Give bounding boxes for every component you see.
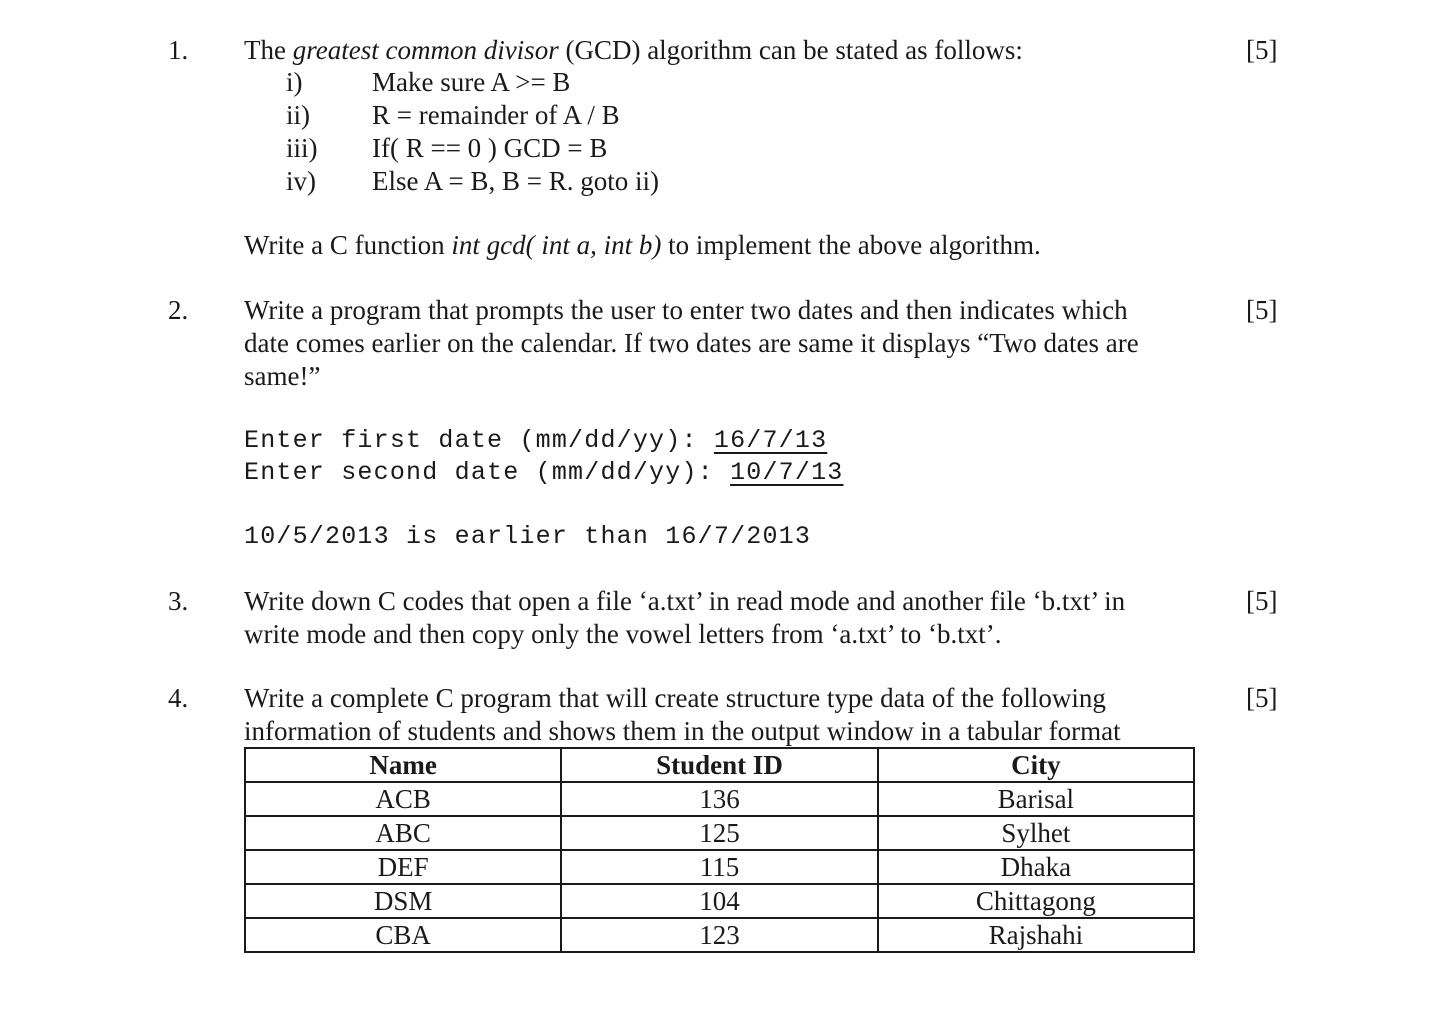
step-1-number: i) [286, 67, 303, 97]
cell-student-id: 123 [561, 918, 877, 952]
table-header-row [245, 748, 1194, 782]
student-table [244, 747, 1195, 953]
sample-prompt-2 [244, 456, 844, 489]
step-4-number: iv) [286, 166, 316, 196]
sample-prompt-1 [244, 424, 827, 457]
step-2-number: ii) [286, 100, 310, 130]
table-row [245, 782, 1194, 816]
question-3-line-2: write mode and then copy only the vowel letters from ‘a.txt’ to ‘b.txt’. [244, 619, 1002, 649]
sample-result: 10/5/2013 is earlier than 16/7/2013 [244, 522, 812, 551]
cell-name: ABC [245, 816, 561, 850]
cell-city: Chittagong [878, 884, 1194, 918]
question-1-intro [244, 34, 1023, 67]
question-2-line-2: date comes earlier on the calendar. If two dates are same it displays “Two dates are [244, 328, 1139, 358]
question-2-number: 2. [168, 295, 189, 325]
step-4-text: Else A = B, B = R. goto ii) [372, 166, 659, 196]
cell-name: DSM [245, 884, 561, 918]
header-name: Name [245, 748, 561, 782]
table-row [245, 816, 1194, 850]
cell-name: ACB [245, 782, 561, 816]
step-2-text: R = remainder of A / B [372, 100, 620, 130]
question-1-task-em: int gcd( int a, int b) [451, 230, 662, 260]
question-4-line-2: information of students and shows them in the output window in a tabular format [244, 716, 1121, 746]
cell-name: CBA [245, 918, 561, 952]
question-2-line-3: same!” [244, 361, 321, 391]
table-row [245, 918, 1194, 952]
sample-prompt-1-value: 16/7/13 [713, 426, 828, 455]
question-1-number: 1. [168, 35, 189, 65]
sample-prompt-1-label: Enter first date (mm/dd/yy): [244, 426, 698, 455]
cell-student-id: 136 [561, 782, 877, 816]
question-2-marks: [5] [1246, 295, 1278, 325]
cell-student-id: 125 [561, 816, 877, 850]
header-city: City [878, 748, 1194, 782]
cell-city: Barisal [878, 782, 1194, 816]
header-student-id: Student ID [561, 748, 877, 782]
question-3-marks: [5] [1246, 586, 1278, 616]
question-2-line-1: Write a program that prompts the user to enter two dates and then indicates which [244, 295, 1128, 325]
table-row [245, 884, 1194, 918]
table-row [245, 850, 1194, 884]
step-3-number: iii) [286, 133, 318, 163]
question-4-marks: [5] [1246, 683, 1278, 713]
question-4-line-1: Write a complete C program that will create structure type data of the following [244, 683, 1106, 713]
step-3-text: If( R == 0 ) GCD = B [372, 133, 608, 163]
cell-city: Rajshahi [878, 918, 1194, 952]
sample-prompt-2-label: Enter second date (mm/dd/yy): [244, 458, 714, 487]
question-1-task [244, 229, 1041, 262]
question-1-intro-em: greatest common divisor [292, 35, 559, 65]
question-1-intro-post: (GCD) algorithm can be stated as follows: [558, 35, 1023, 65]
question-3-number: 3. [168, 586, 189, 616]
question-1-task-pre: Write a C function [244, 230, 452, 260]
sample-prompt-2-value: 10/7/13 [730, 458, 844, 487]
question-3-line-1: Write down C codes that open a file ‘a.txt’ in read mode and another file ‘b.txt’ in [244, 586, 1126, 616]
cell-student-id: 115 [561, 850, 877, 884]
cell-city: Dhaka [878, 850, 1194, 884]
question-4-number: 4. [168, 683, 189, 713]
cell-city: Sylhet [878, 816, 1194, 850]
cell-student-id: 104 [561, 884, 877, 918]
cell-name: DEF [245, 850, 561, 884]
question-1-marks: [5] [1246, 35, 1278, 65]
question-1-task-post: to implement the above algorithm. [661, 230, 1041, 260]
step-1-text: Make sure A >= B [372, 67, 571, 97]
question-1-intro-pre: The [244, 35, 293, 65]
